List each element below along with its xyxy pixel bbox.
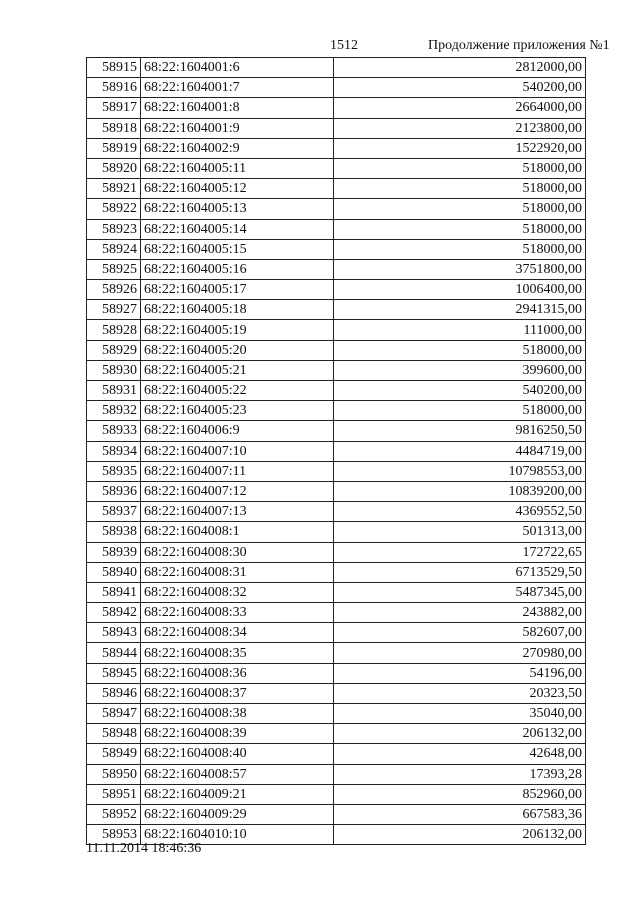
cadastral-number-cell: 68:22:1604007:11 xyxy=(141,461,334,481)
cadastral-value-cell: 54196,00 xyxy=(334,663,586,683)
row-number-cell: 58917 xyxy=(87,98,141,118)
table-row xyxy=(87,199,586,219)
row-number-cell: 58929 xyxy=(87,340,141,360)
table-row xyxy=(87,502,586,522)
row-number-cell: 58947 xyxy=(87,704,141,724)
row-number-cell: 58948 xyxy=(87,724,141,744)
table-row xyxy=(87,744,586,764)
row-number-cell: 58924 xyxy=(87,239,141,259)
table-row xyxy=(87,643,586,663)
row-number-cell: 58953 xyxy=(87,825,141,845)
cadastral-value-cell: 2812000,00 xyxy=(334,58,586,78)
cadastral-number-cell: 68:22:1604005:12 xyxy=(141,179,334,199)
table-row xyxy=(87,239,586,259)
cadastral-number-cell: 68:22:1604008:39 xyxy=(141,724,334,744)
cadastral-number-cell: 68:22:1604005:18 xyxy=(141,300,334,320)
cadastral-number-cell: 68:22:1604001:6 xyxy=(141,58,334,78)
row-number-cell: 58943 xyxy=(87,623,141,643)
cadastral-value-cell: 42648,00 xyxy=(334,744,586,764)
cadastral-value-cell: 206132,00 xyxy=(334,825,586,845)
cadastral-number-cell: 68:22:1604008:57 xyxy=(141,764,334,784)
cadastral-number-cell: 68:22:1604008:32 xyxy=(141,582,334,602)
cadastral-value-cell: 852960,00 xyxy=(334,784,586,804)
cadastral-value-cell: 518000,00 xyxy=(334,340,586,360)
row-number-cell: 58946 xyxy=(87,683,141,703)
cadastral-value-cell: 17393,28 xyxy=(334,764,586,784)
table-row xyxy=(87,441,586,461)
row-number-cell: 58920 xyxy=(87,158,141,178)
table-row xyxy=(87,542,586,562)
table-body xyxy=(87,58,586,845)
row-number-cell: 58949 xyxy=(87,744,141,764)
cadastral-value-cell: 9816250,50 xyxy=(334,421,586,441)
cadastral-value-table xyxy=(86,57,586,845)
table-row xyxy=(87,58,586,78)
cadastral-value-cell: 518000,00 xyxy=(334,199,586,219)
table-row xyxy=(87,300,586,320)
cadastral-value-cell: 540200,00 xyxy=(334,78,586,98)
cadastral-value-cell: 3751800,00 xyxy=(334,259,586,279)
cadastral-value-cell: 172722,65 xyxy=(334,542,586,562)
row-number-cell: 58923 xyxy=(87,219,141,239)
cadastral-number-cell: 68:22:1604001:7 xyxy=(141,78,334,98)
cadastral-value-cell: 5487345,00 xyxy=(334,582,586,602)
cadastral-number-cell: 68:22:1604005:11 xyxy=(141,158,334,178)
cadastral-number-cell: 68:22:1604005:14 xyxy=(141,219,334,239)
row-number-cell: 58930 xyxy=(87,360,141,380)
row-number-cell: 58938 xyxy=(87,522,141,542)
row-number-cell: 58931 xyxy=(87,381,141,401)
cadastral-number-cell: 68:22:1604008:33 xyxy=(141,603,334,623)
page-header-title: Продолжение приложения №1 xyxy=(428,38,610,53)
cadastral-number-cell: 68:22:1604001:8 xyxy=(141,98,334,118)
cadastral-number-cell: 68:22:1604008:40 xyxy=(141,744,334,764)
table-row xyxy=(87,401,586,421)
row-number-cell: 58950 xyxy=(87,764,141,784)
row-number-cell: 58933 xyxy=(87,421,141,441)
row-number-cell: 58934 xyxy=(87,441,141,461)
table-row xyxy=(87,764,586,784)
cadastral-number-cell: 68:22:1604006:9 xyxy=(141,421,334,441)
row-number-cell: 58951 xyxy=(87,784,141,804)
row-number-cell: 58936 xyxy=(87,481,141,501)
cadastral-number-cell: 68:22:1604005:19 xyxy=(141,320,334,340)
table-row xyxy=(87,360,586,380)
table-row xyxy=(87,603,586,623)
row-number-cell: 58932 xyxy=(87,401,141,421)
cadastral-number-cell: 68:22:1604008:30 xyxy=(141,542,334,562)
row-number-cell: 58942 xyxy=(87,603,141,623)
cadastral-value-cell: 1522920,00 xyxy=(334,138,586,158)
row-number-cell: 58927 xyxy=(87,300,141,320)
table-row xyxy=(87,461,586,481)
cadastral-value-cell: 399600,00 xyxy=(334,360,586,380)
table-row xyxy=(87,562,586,582)
table-row xyxy=(87,481,586,501)
row-number-cell: 58926 xyxy=(87,280,141,300)
cadastral-value-cell: 10798553,00 xyxy=(334,461,586,481)
cadastral-value-cell: 518000,00 xyxy=(334,158,586,178)
cadastral-number-cell: 68:22:1604008:31 xyxy=(141,562,334,582)
table-row xyxy=(87,138,586,158)
cadastral-number-cell: 68:22:1604009:21 xyxy=(141,784,334,804)
table-row xyxy=(87,704,586,724)
table-row xyxy=(87,582,586,602)
cadastral-value-cell: 518000,00 xyxy=(334,219,586,239)
row-number-cell: 58944 xyxy=(87,643,141,663)
cadastral-number-cell: 68:22:1604010:10 xyxy=(141,825,334,845)
row-number-cell: 58928 xyxy=(87,320,141,340)
row-number-cell: 58925 xyxy=(87,259,141,279)
cadastral-value-cell: 4369552,50 xyxy=(334,502,586,522)
cadastral-number-cell: 68:22:1604005:17 xyxy=(141,280,334,300)
cadastral-number-cell: 68:22:1604007:10 xyxy=(141,441,334,461)
cadastral-number-cell: 68:22:1604002:9 xyxy=(141,138,334,158)
cadastral-value-cell: 206132,00 xyxy=(334,724,586,744)
table-row xyxy=(87,78,586,98)
cadastral-value-cell: 540200,00 xyxy=(334,381,586,401)
table-row xyxy=(87,179,586,199)
row-number-cell: 58952 xyxy=(87,804,141,824)
cadastral-number-cell: 68:22:1604001:9 xyxy=(141,118,334,138)
row-number-cell: 58922 xyxy=(87,199,141,219)
table-row xyxy=(87,158,586,178)
cadastral-value-cell: 4484719,00 xyxy=(334,441,586,461)
cadastral-value-cell: 1006400,00 xyxy=(334,280,586,300)
table-row xyxy=(87,219,586,239)
cadastral-number-cell: 68:22:1604008:38 xyxy=(141,704,334,724)
cadastral-value-cell: 582607,00 xyxy=(334,623,586,643)
cadastral-number-cell: 68:22:1604008:37 xyxy=(141,683,334,703)
cadastral-value-cell: 2123800,00 xyxy=(334,118,586,138)
table-row xyxy=(87,663,586,683)
cadastral-number-cell: 68:22:1604005:15 xyxy=(141,239,334,259)
table-row xyxy=(87,98,586,118)
footer-timestamp: 11.11.2014 18:46:36 xyxy=(86,841,202,856)
row-number-cell: 58916 xyxy=(87,78,141,98)
page-number: 1512 xyxy=(330,38,358,53)
cadastral-value-cell: 667583,36 xyxy=(334,804,586,824)
cadastral-value-cell: 2664000,00 xyxy=(334,98,586,118)
table-row xyxy=(87,280,586,300)
table-row xyxy=(87,522,586,542)
cadastral-number-cell: 68:22:1604009:29 xyxy=(141,804,334,824)
row-number-cell: 58937 xyxy=(87,502,141,522)
cadastral-value-cell: 518000,00 xyxy=(334,239,586,259)
cadastral-value-cell: 518000,00 xyxy=(334,179,586,199)
cadastral-number-cell: 68:22:1604008:36 xyxy=(141,663,334,683)
cadastral-number-cell: 68:22:1604005:13 xyxy=(141,199,334,219)
row-number-cell: 58919 xyxy=(87,138,141,158)
cadastral-number-cell: 68:22:1604005:22 xyxy=(141,381,334,401)
cadastral-value-cell: 35040,00 xyxy=(334,704,586,724)
cadastral-number-cell: 68:22:1604007:12 xyxy=(141,481,334,501)
table-row xyxy=(87,340,586,360)
cadastral-value-cell: 270980,00 xyxy=(334,643,586,663)
cadastral-number-cell: 68:22:1604008:35 xyxy=(141,643,334,663)
cadastral-number-cell: 68:22:1604005:20 xyxy=(141,340,334,360)
row-number-cell: 58921 xyxy=(87,179,141,199)
row-number-cell: 58940 xyxy=(87,562,141,582)
cadastral-number-cell: 68:22:1604007:13 xyxy=(141,502,334,522)
cadastral-value-cell: 10839200,00 xyxy=(334,481,586,501)
cadastral-value-cell: 20323,50 xyxy=(334,683,586,703)
row-number-cell: 58915 xyxy=(87,58,141,78)
cadastral-number-cell: 68:22:1604005:21 xyxy=(141,360,334,380)
table-row xyxy=(87,118,586,138)
cadastral-value-cell: 243882,00 xyxy=(334,603,586,623)
cadastral-value-cell: 6713529,50 xyxy=(334,562,586,582)
table-row xyxy=(87,683,586,703)
table-row xyxy=(87,320,586,340)
table-row xyxy=(87,421,586,441)
table-row xyxy=(87,804,586,824)
table-row xyxy=(87,784,586,804)
table-row xyxy=(87,381,586,401)
row-number-cell: 58945 xyxy=(87,663,141,683)
cadastral-value-cell: 2941315,00 xyxy=(334,300,586,320)
cadastral-number-cell: 68:22:1604008:34 xyxy=(141,623,334,643)
table-row xyxy=(87,724,586,744)
row-number-cell: 58935 xyxy=(87,461,141,481)
row-number-cell: 58918 xyxy=(87,118,141,138)
cadastral-value-cell: 501313,00 xyxy=(334,522,586,542)
table-row xyxy=(87,259,586,279)
table-row xyxy=(87,623,586,643)
cadastral-value-cell: 518000,00 xyxy=(334,401,586,421)
row-number-cell: 58941 xyxy=(87,582,141,602)
cadastral-number-cell: 68:22:1604008:1 xyxy=(141,522,334,542)
cadastral-number-cell: 68:22:1604005:16 xyxy=(141,259,334,279)
cadastral-value-cell: 111000,00 xyxy=(334,320,586,340)
row-number-cell: 58939 xyxy=(87,542,141,562)
cadastral-number-cell: 68:22:1604005:23 xyxy=(141,401,334,421)
